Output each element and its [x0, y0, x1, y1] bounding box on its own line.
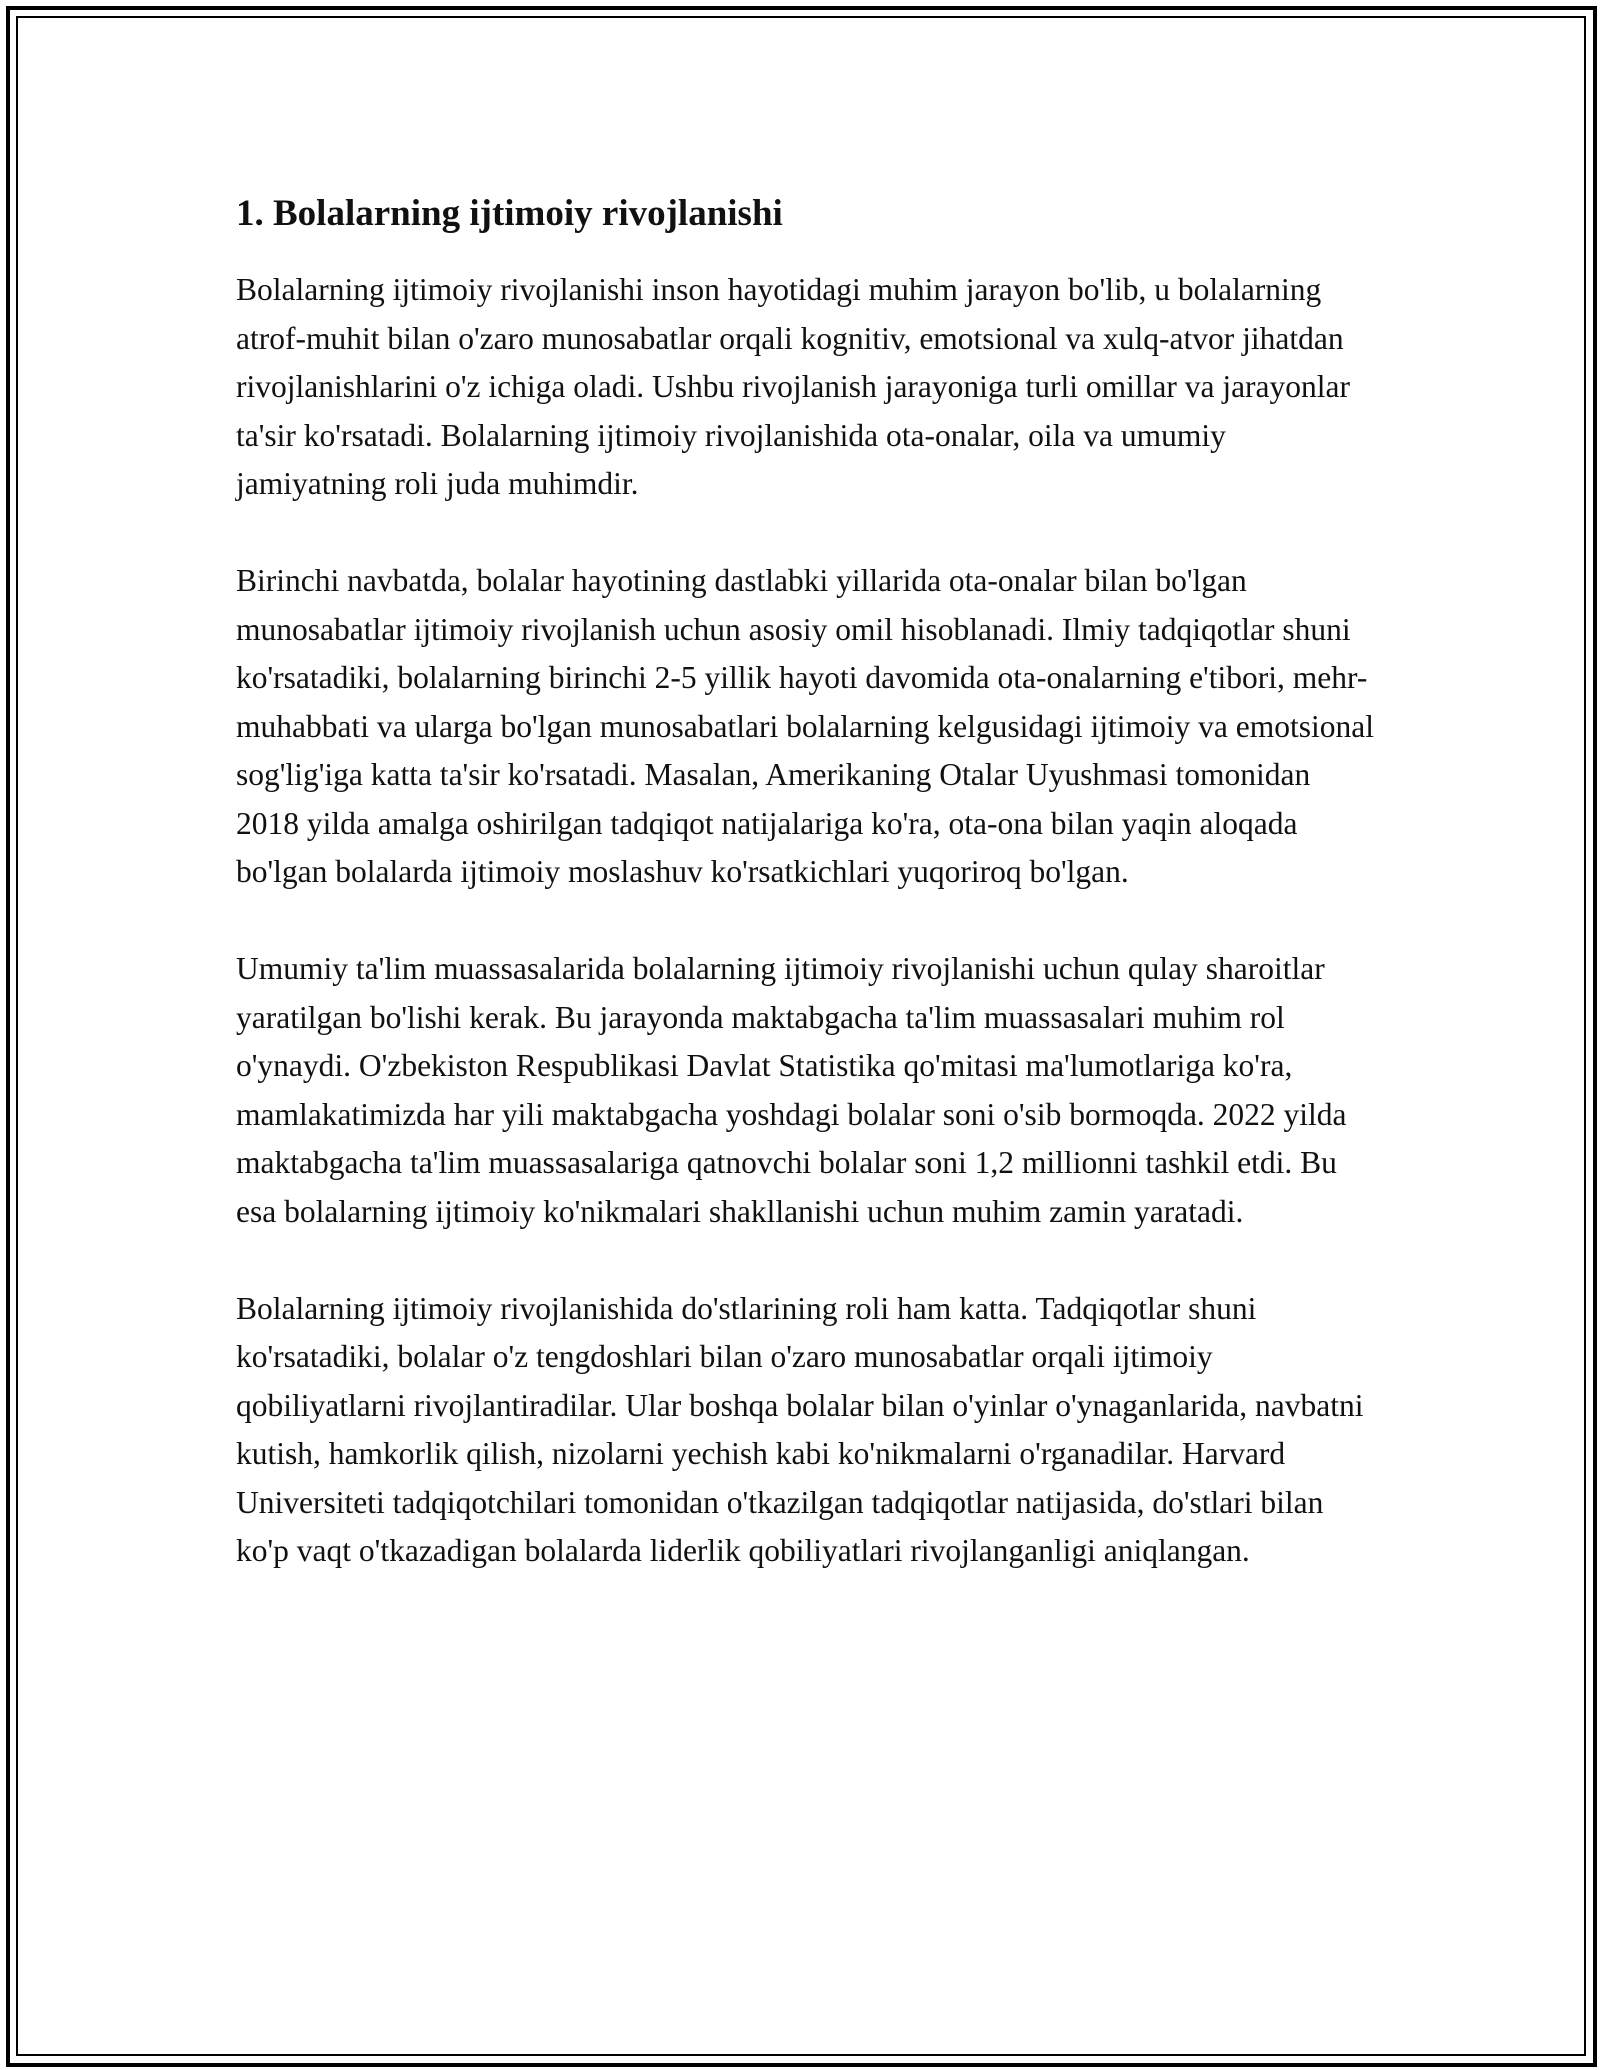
paragraph-friends: Bolalarning ijtimoiy rivojlanishida do'stlarining roli ham katta. Tadqiqotlar shuni ko'rsatadiki, bolalar o'z tengdoshlari bilan o'zaro munosabatlar orqali ijtimoiy qobiliyatlarni rivojlantiradilar. Ular boshqa bolalar bilan o'yinlar o'ynaganlarida, navbatni kutish, hamkorlik qilish, nizolarni yechish kabi ko'nikmalarni o'rganadilar. Harvard Universiteti tadqiqotchilari tomonidan o'tkazilgan tadqiqotlar natijasida, do'stlari bilan ko'p vaqt o'tkazadigan bolalarda liderlik qobiliyatlari rivojlanganligi aniqlangan. — [236, 1290, 1364, 1568]
paragraph-intro: Bolalarning ijtimoiy rivojlanishi inson hayotidagi muhim jarayon bo'lib, u bolalarning atrof-muhit bilan o'zaro munosabatlar orqali kognitiv, emotsional va xulq-atvor jihatdan rivojlanishlarini o'z ichiga oladi. Ushbu rivojlanish jarayoniga turli omillar va jarayonlar ta'sir ko'rsatadi. Bolalarning ijtimoiy rivojlanishida ota-onalar, oila va umumiy jamiyatning roli juda muhimdir. — [236, 272, 1351, 501]
paragraph-education: Umumiy ta'lim muassasalarida bolalarning ijtimoiy rivojlanishi uchun qulay sharoitlar yaratilgan bo'lishi kerak. Bu jarayonda maktabgacha ta'lim muassasalari muhim rol o'ynaydi. O'zbekiston Respublikasi Davlat Statistika qo'mitasi ma'lumotlariga ko'ra, mamlakatimizda har yili maktabgacha yoshdagi bolalar soni o'sib bormoqda. 2022 yilda maktabgacha ta'lim muassasalariga qatnovchi bolalar soni 1,2 millionni tashkil etdi. Bu esa bolalarning ijtimoiy ko'nikmalari shakllanishi uchun muhim zamin yaratadi. — [236, 951, 1347, 1229]
document-body — [236, 188, 1376, 1624]
section-heading: 1. Bolalarning ijtimoiy rivojlanishi — [236, 193, 783, 234]
paragraph-parents: Birinchi navbatda, bolalar hayotining dastlabki yillarida ota-onalar bilan bo'lgan munosabatlar ijtimoiy rivojlanish uchun asosiy omil hisoblanadi. Ilmiy tadqiqotlar shuni ko'rsatadiki, bolalarning birinchi 2-5 yillik hayoti davomida ota-onalarning e'tibori, mehr-muhabbati va ularga bo'lgan munosabatlari bolalarning kelgusidagi ijtimoiy va emotsional sog'lig'iga katta ta'sir ko'rsatadi. Masalan, Amerikaning Otalar Uyushmasi tomonidan 2018 yilda amalga oshirilgan tadqiqot natijalariga ko'ra, ota-ona bilan yaqin aloqada bo'lgan bolalarda ijtimoiy moslashuv ko'rsatkichlari yuqoriroq bo'lgan. — [236, 563, 1374, 889]
